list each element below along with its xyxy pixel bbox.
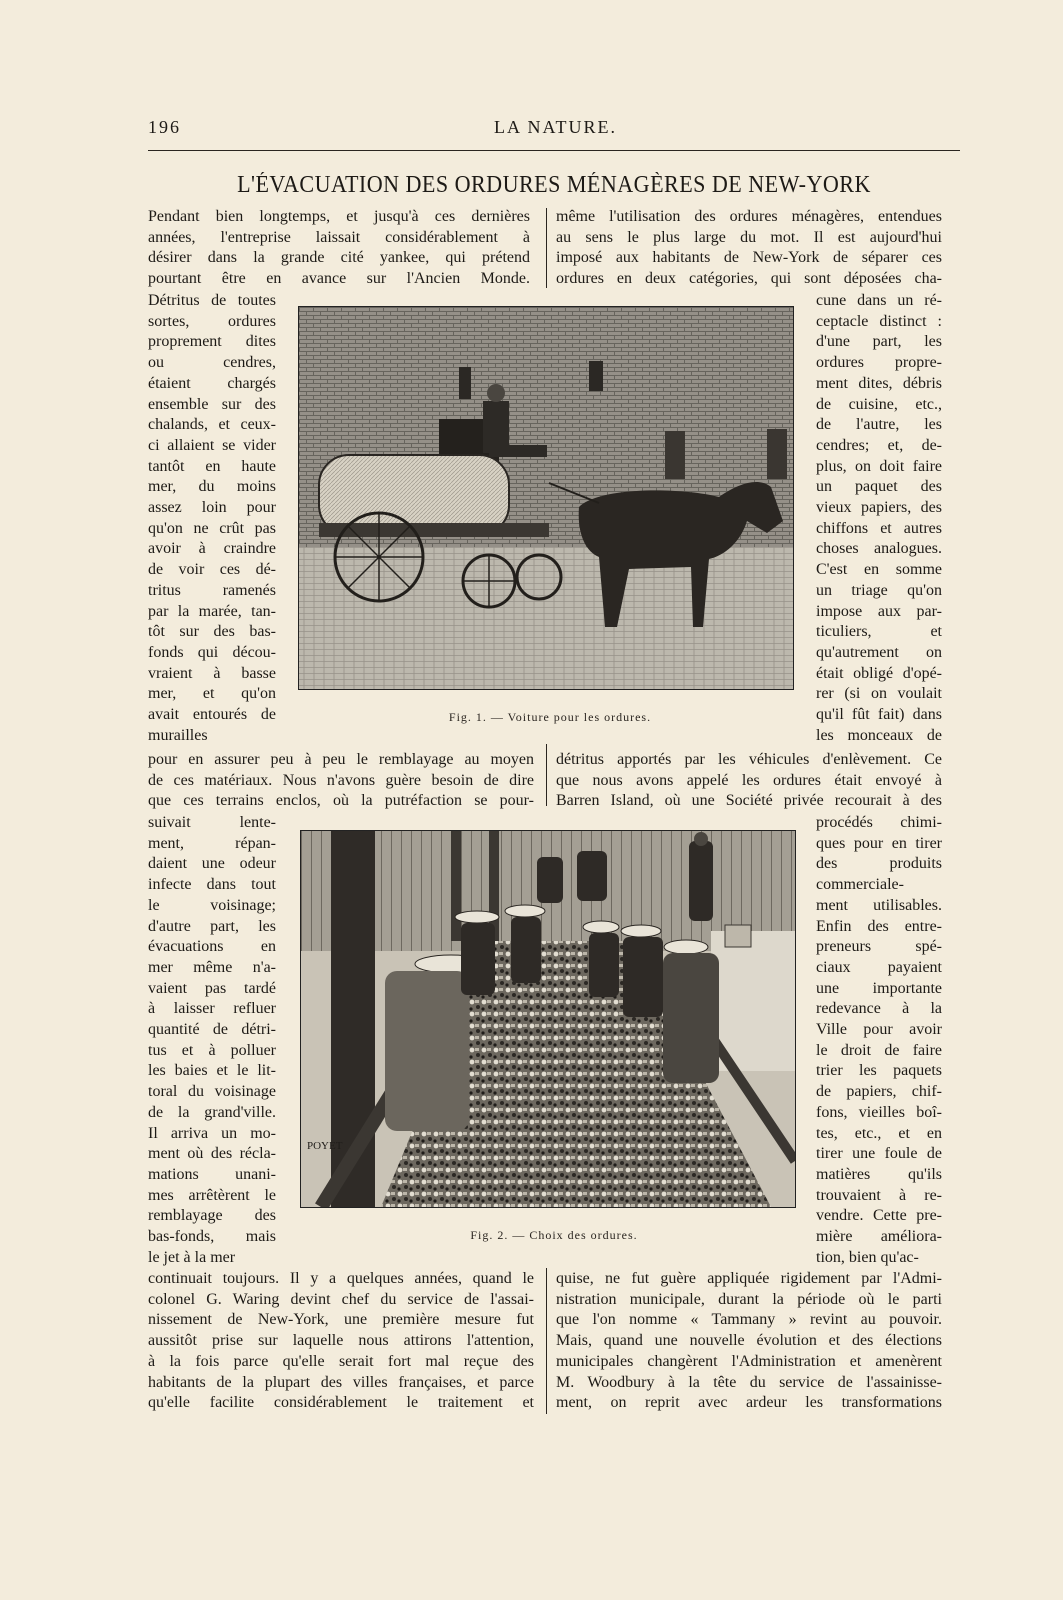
text-line: tion, bien qu'ac- bbox=[816, 1248, 919, 1266]
text-line: choses analogues. bbox=[816, 540, 942, 558]
text-line: d'autre part, les bbox=[148, 917, 276, 935]
page-number: 196 bbox=[148, 117, 181, 137]
text-line: par la marée, tan- bbox=[148, 602, 276, 620]
text-line: assez loin pour bbox=[148, 499, 276, 516]
text-line: quise, ne fut guère appliquée rigidement par l'Admi- bbox=[556, 1270, 942, 1287]
header-rule bbox=[148, 150, 960, 151]
text-line: fonds qui décou- bbox=[148, 643, 276, 661]
text-line: les monceaux de bbox=[816, 726, 942, 744]
text-line: même l'utilisation des ordures ménagères, entendues bbox=[556, 208, 942, 225]
text-line: remblayage des bbox=[148, 1207, 276, 1225]
text-line: de ces matériaux. Nous n'avons guère besoin de dire bbox=[148, 771, 534, 789]
text-line: pour en assurer peu à peu le remblayage au moyen bbox=[148, 751, 534, 768]
text-line: fons, vieilles boî- bbox=[816, 1103, 942, 1121]
text-line: municipales changèrent l'Administration et amenèrent bbox=[556, 1352, 942, 1370]
text-line: ceptacle distinct : bbox=[816, 312, 942, 330]
text-line: preneurs spé- bbox=[816, 938, 942, 956]
text-line: de l'autre, les bbox=[816, 416, 942, 434]
text-line: impose aux par- bbox=[816, 602, 942, 620]
text-line: Ville pour avoir bbox=[816, 1021, 942, 1038]
text-line: Enfin des entre- bbox=[816, 917, 942, 935]
text-line: de voir ces dé- bbox=[148, 561, 276, 579]
text-line: avoir à craindre bbox=[148, 540, 276, 558]
text-line: M. Woodbury à la tête du service de l'assainisse- bbox=[556, 1373, 942, 1391]
text-line: Il arriva un mo- bbox=[148, 1124, 276, 1142]
text-line: qu'on ne crût pas bbox=[148, 519, 276, 537]
text-line: chiffons et autres bbox=[816, 519, 942, 537]
text-line: le droit de faire bbox=[816, 1041, 942, 1059]
text-line: trouvaient à re- bbox=[816, 1186, 942, 1204]
text-line: bas-fonds, mais bbox=[148, 1228, 276, 1245]
text-line: colonel G. Waring devint chef du service de l'assai- bbox=[148, 1290, 534, 1308]
text-line: à la fois parce qu'elle serait fort mal reçue des bbox=[148, 1352, 534, 1370]
text-line: nissement de New-York, une première mesure fut bbox=[148, 1311, 534, 1329]
text-line: rer (si on voulait bbox=[816, 685, 942, 703]
text-line: ordures en deux catégories, qui sont déposées cha- bbox=[556, 270, 942, 288]
text-line: plus, on doit faire bbox=[816, 457, 942, 475]
text-line: ticuliers, et bbox=[816, 623, 942, 641]
text-line: mer même n'a- bbox=[148, 958, 276, 976]
column-divider-mid bbox=[546, 744, 547, 806]
text-line: sortes, ordures bbox=[148, 312, 276, 330]
text-line: le jet à la mer bbox=[148, 1248, 236, 1266]
text-line: d'une part, les bbox=[816, 333, 942, 351]
text-line: un paquet des bbox=[816, 478, 942, 496]
text-line: toral du voisinage bbox=[148, 1083, 276, 1101]
text-line: habitants de la plupart des villes françaises, et parce bbox=[148, 1373, 534, 1391]
text-line: C'est en somme bbox=[816, 561, 942, 579]
text-line: mes arrêtèrent le bbox=[148, 1186, 276, 1204]
text-line: quantité de détri- bbox=[148, 1021, 276, 1038]
text-line: tritus ramenés bbox=[148, 581, 276, 599]
text-line: vendre. Cette pre- bbox=[816, 1207, 942, 1225]
text-line: que nous avons appelé les ordures était envoyé à bbox=[556, 771, 942, 789]
text-line: tes, etc., et en bbox=[816, 1124, 942, 1142]
text-line: Barren Island, où une Société privée recourait à des bbox=[556, 792, 942, 810]
text-line: aussitôt prise sur laquelle nous attirons l'attention, bbox=[148, 1332, 534, 1350]
text-line: que ces terrains enclos, où la putréfaction se pour- bbox=[148, 792, 534, 810]
figure-2-sorting-workers bbox=[300, 830, 796, 1208]
text-line: vieux papiers, des bbox=[816, 499, 942, 516]
figure-1-garbage-wagon bbox=[298, 306, 794, 690]
text-line: de papiers, chif- bbox=[816, 1083, 942, 1101]
text-line: années, l'entreprise laissait considérablement à bbox=[148, 228, 530, 246]
text-line: tirer une foule de bbox=[816, 1145, 942, 1163]
text-line: vraient à basse bbox=[148, 664, 276, 682]
text-line: nistration municipale, durant la période où le parti bbox=[556, 1290, 942, 1308]
text-line: vaient pas tardé bbox=[148, 979, 276, 997]
text-line: le voisinage; bbox=[148, 896, 276, 914]
text-line: un triage qu'on bbox=[816, 581, 942, 599]
text-line: pourtant être en avance sur l'Ancien Monde. bbox=[148, 270, 530, 288]
text-line: ensemble sur des bbox=[148, 395, 276, 413]
text-line: de la grand'ville. bbox=[148, 1103, 276, 1121]
text-line: procédés chimi- bbox=[816, 814, 942, 831]
text-line: mière améliora- bbox=[816, 1228, 942, 1245]
text-line: qu'elle facilite considérablement le traitement et bbox=[148, 1394, 534, 1412]
text-line: tus et à polluer bbox=[148, 1041, 276, 1059]
text-line: détritus apportés par les véhicules d'enlèvement. Ce bbox=[556, 751, 942, 768]
text-line: ment, répan- bbox=[148, 834, 276, 852]
text-line: commerciale- bbox=[816, 876, 904, 894]
figure-1-caption: Fig. 1. — Voiture pour les ordures. bbox=[448, 710, 652, 724]
text-line: mer, du moins bbox=[148, 478, 276, 496]
text-line: matières qu'ils bbox=[816, 1165, 942, 1183]
text-line: de cuisine, etc., bbox=[816, 395, 942, 413]
column-divider-bottom bbox=[546, 1268, 547, 1414]
text-line: Pendant bien longtemps, et jusqu'à ces dernières bbox=[148, 208, 530, 225]
text-line: continuait toujours. Il y a quelques années, quand le bbox=[148, 1270, 534, 1287]
text-line: qu'il fût fait) dans bbox=[816, 706, 942, 723]
text-line: tantôt en haute bbox=[148, 457, 276, 475]
text-line: trier les paquets bbox=[816, 1062, 942, 1080]
text-line: qu'autrement on bbox=[816, 643, 942, 661]
text-line: mations unani- bbox=[148, 1165, 276, 1183]
text-line: redevance à la bbox=[816, 1000, 942, 1018]
text-line: ordures propre- bbox=[816, 354, 942, 372]
text-line: Mais, quand une nouvelle évolution et des élections bbox=[556, 1332, 942, 1350]
journal-name: LA NATURE. bbox=[494, 117, 617, 137]
text-line: que l'on nomme « Tammany » revint au pouvoir. bbox=[556, 1311, 942, 1329]
text-line: infecte dans tout bbox=[148, 876, 276, 894]
text-line: évacuations en bbox=[148, 938, 276, 956]
figure-2-signature: POYET bbox=[307, 1140, 343, 1152]
text-line: à laisser refluer bbox=[148, 1000, 276, 1018]
text-line: imposé aux habitants de New-York de séparer ces bbox=[556, 249, 942, 267]
text-line: cendres; et, de- bbox=[816, 436, 942, 454]
text-line: ment, on reprit avec ardeur les transformations bbox=[556, 1394, 942, 1412]
text-line: chalands, et ceux- bbox=[148, 416, 276, 434]
text-line: ment où des récla- bbox=[148, 1145, 276, 1163]
text-line: avait entourés de bbox=[148, 706, 276, 723]
text-line: étaient chargés bbox=[148, 374, 276, 392]
text-line: ci allaient se vider bbox=[148, 436, 276, 454]
text-line: suivait lente- bbox=[148, 814, 276, 831]
text-line: tôt sur des bas- bbox=[148, 623, 276, 641]
text-line: une importante bbox=[816, 979, 942, 997]
text-line: les baies et le lit- bbox=[148, 1062, 276, 1080]
text-line: murailles bbox=[148, 726, 208, 744]
text-line: Détritus de toutes bbox=[148, 292, 276, 309]
text-line: ou cendres, bbox=[148, 354, 276, 372]
text-line: ment dites, débris bbox=[816, 374, 942, 392]
text-line: désirer dans la grande cité yankee, qui prétend bbox=[148, 249, 530, 267]
text-line: ciaux payaient bbox=[816, 958, 942, 976]
text-line: daient une odeur bbox=[148, 855, 276, 873]
text-line: mer, et qu'on bbox=[148, 685, 276, 703]
column-divider-top bbox=[546, 208, 547, 288]
text-line: était obligé d'opé- bbox=[816, 664, 942, 682]
text-line: ques pour en tirer bbox=[816, 834, 942, 852]
text-line: au sens le plus large du mot. Il est aujourd'hui bbox=[556, 228, 942, 246]
text-line: cune dans un ré- bbox=[816, 292, 942, 309]
text-line: ment utilisables. bbox=[816, 896, 942, 914]
text-line: des produits bbox=[816, 855, 942, 873]
figure-2-caption: Fig. 2. — Choix des ordures. bbox=[470, 1228, 638, 1242]
article-title: L'ÉVACUATION DES ORDURES MÉNAGÈRES DE NEW-YORK bbox=[237, 172, 871, 198]
text-line: proprement dites bbox=[148, 333, 276, 351]
